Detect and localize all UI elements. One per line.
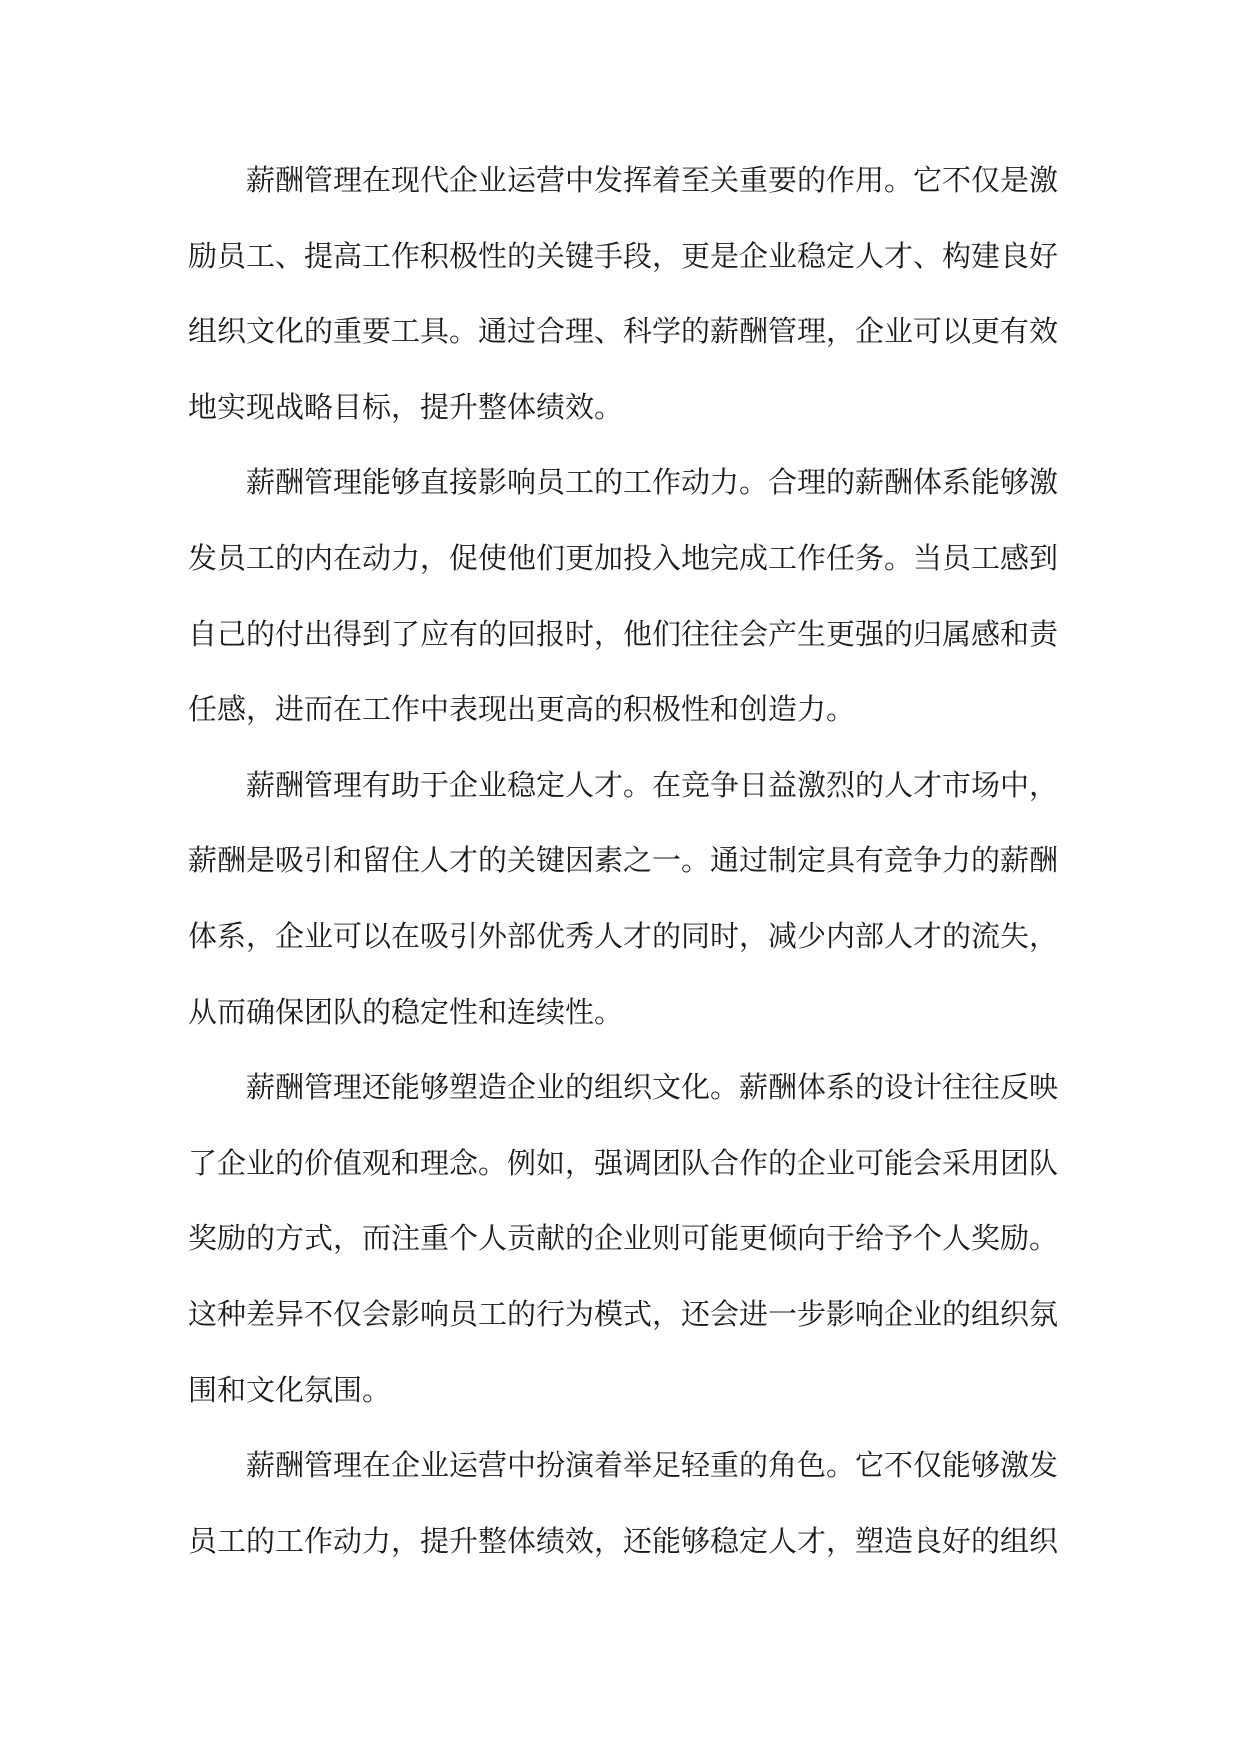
text-line: 励员工、提高工作积极性的关键手段，更是企业稳定人才、构建良好 bbox=[188, 238, 1059, 273]
text-line: 组织文化的重要工具。通过合理、科学的薪酬管理，企业可以更有效 bbox=[188, 314, 1059, 349]
document-body bbox=[188, 143, 1058, 1579]
text-line: 薪酬管理在企业运营中扮演着举足轻重的角色。它不仅能够激发 bbox=[246, 1448, 1059, 1483]
text-line: 薪酬管理还能够塑造企业的组织文化。薪酬体系的设计往往反映 bbox=[246, 1070, 1059, 1105]
text-line: 这种差异不仅会影响员工的行为模式，还会进一步影响企业的组织氛 bbox=[188, 1296, 1059, 1331]
text-line: 薪酬是吸引和留住人才的关键因素之一。通过制定具有竞争力的薪酬 bbox=[188, 843, 1059, 878]
paragraph-2 bbox=[188, 445, 1058, 747]
text-line: 奖励的方式，而注重个人贡献的企业则可能更倾向于给予个人奖励。 bbox=[188, 1221, 1059, 1256]
text-line: 自己的付出得到了应有的回报时，他们往往会产生更强的归属感和责 bbox=[188, 616, 1059, 651]
text-line: 围和文化氛围。 bbox=[188, 1372, 392, 1407]
text-line: 了企业的价值观和理念。例如，强调团队合作的企业可能会采用团队 bbox=[188, 1145, 1059, 1180]
text-line: 薪酬管理有助于企业稳定人才。在竞争日益激烈的人才市场中， bbox=[246, 767, 1059, 802]
text-line: 员工的工作动力，提升整体绩效，还能够稳定人才，塑造良好的组织 bbox=[188, 1523, 1059, 1558]
paragraph-1 bbox=[188, 143, 1058, 445]
paragraph-5 bbox=[188, 1428, 1058, 1579]
text-line: 地实现战略目标，提升整体绩效。 bbox=[188, 389, 624, 424]
text-line: 体系，企业可以在吸引外部优秀人才的同时，减少内部人才的流失， bbox=[188, 918, 1059, 953]
text-line: 任感，进而在工作中表现出更高的积极性和创造力。 bbox=[188, 692, 856, 727]
paragraph-3 bbox=[188, 748, 1058, 1050]
text-line: 发员工的内在动力，促使他们更加投入地完成工作任务。当员工感到 bbox=[188, 540, 1059, 575]
text-line: 从而确保团队的稳定性和连续性。 bbox=[188, 994, 624, 1029]
text-line: 薪酬管理在现代企业运营中发挥着至关重要的作用。它不仅是激 bbox=[246, 163, 1059, 197]
paragraph-4 bbox=[188, 1050, 1058, 1428]
text-line: 薪酬管理能够直接影响员工的工作动力。合理的薪酬体系能够激 bbox=[246, 465, 1059, 500]
